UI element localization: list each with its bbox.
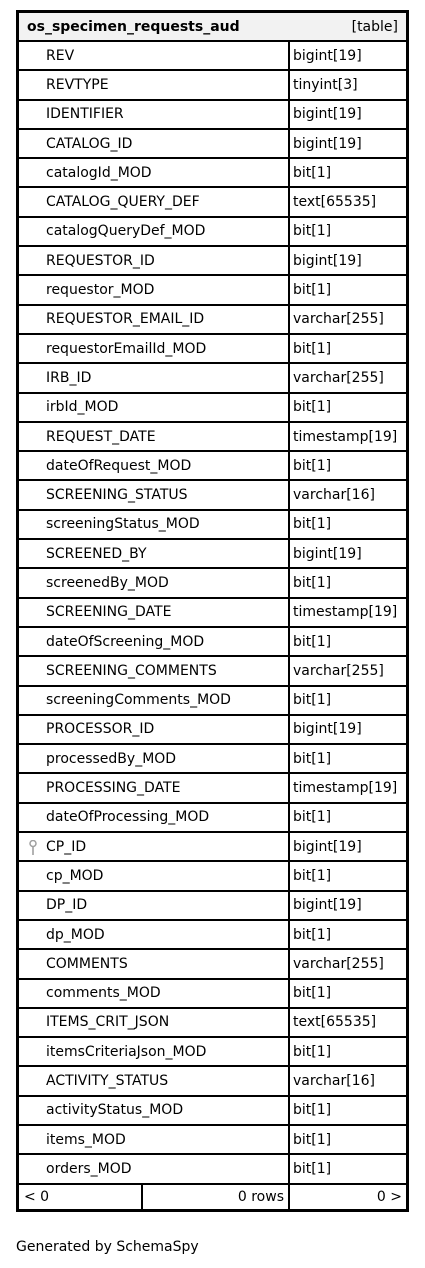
table-footer <box>19 1185 406 1209</box>
column-name-cell <box>19 540 290 567</box>
column-row <box>19 188 406 217</box>
column-name-cell <box>19 188 290 215</box>
column-name: REVTYPE <box>46 76 109 93</box>
column-name-cell <box>19 101 290 128</box>
column-name-cell <box>19 1155 290 1182</box>
column-row <box>19 569 406 598</box>
column-row <box>19 452 406 481</box>
column-row <box>19 1067 406 1096</box>
column-name: orders_MOD <box>46 1160 132 1177</box>
column-name: dateOfRequest_MOD <box>46 457 192 474</box>
column-type: tinyint[3] <box>293 76 358 93</box>
column-name: ITEMS_CRIT_JSON <box>46 1014 170 1031</box>
column-name-cell <box>19 511 290 538</box>
column-row <box>19 657 406 686</box>
generated-by-note: Generated by SchemaSpy <box>16 1239 199 1255</box>
column-row <box>19 1009 406 1038</box>
column-type: varchar[255] <box>293 369 384 386</box>
column-row <box>19 306 406 335</box>
column-name: COMMENTS <box>46 955 128 972</box>
column-name-cell <box>19 774 290 801</box>
column-row <box>19 540 406 569</box>
column-name-cell <box>19 218 290 245</box>
column-type: bit[1] <box>293 399 332 416</box>
column-name: screeningStatus_MOD <box>46 516 200 533</box>
column-name-cell <box>19 862 290 889</box>
column-type: bit[1] <box>293 457 332 474</box>
column-name: irbId_MOD <box>46 399 119 416</box>
column-name: REV <box>46 47 75 64</box>
column-name: DP_ID <box>46 897 88 914</box>
column-row <box>19 159 406 188</box>
column-row <box>19 862 406 891</box>
table-node <box>16 10 409 1212</box>
column-name-cell <box>19 452 290 479</box>
column-type: bit[1] <box>293 516 332 533</box>
column-row <box>19 774 406 803</box>
column-type: bit[1] <box>293 985 332 1002</box>
column-name-cell <box>19 1126 290 1153</box>
column-name: comments_MOD <box>46 985 161 1002</box>
column-row <box>19 335 406 364</box>
table-header <box>19 13 406 42</box>
column-name: SCREENING_DATE <box>46 604 172 621</box>
footer-parents-count: < 0 <box>19 1185 143 1209</box>
column-type: bit[1] <box>293 926 332 943</box>
column-row <box>19 101 406 130</box>
column-name-cell <box>19 687 290 714</box>
table-name: os_specimen_requests_aud <box>27 18 240 35</box>
column-name-cell <box>19 1097 290 1124</box>
column-name-cell <box>19 628 290 655</box>
column-name: dateOfScreening_MOD <box>46 633 205 650</box>
column-type: timestamp[19] <box>293 428 398 445</box>
column-type: bit[1] <box>293 1043 332 1060</box>
column-name-cell <box>19 833 290 860</box>
column-name: REQUESTOR_EMAIL_ID <box>46 311 205 328</box>
column-name-cell <box>19 364 290 391</box>
column-name-cell <box>19 394 290 421</box>
column-name: screenedBy_MOD <box>46 574 169 591</box>
column-name: itemsCriteriaJson_MOD <box>46 1043 207 1060</box>
column-type: bit[1] <box>293 867 332 884</box>
column-type: varchar[255] <box>293 662 384 679</box>
column-row <box>19 599 406 628</box>
column-name-cell <box>19 423 290 450</box>
column-row <box>19 1038 406 1067</box>
column-name-cell <box>19 980 290 1007</box>
footer-children-count: 0 > <box>376 1188 402 1205</box>
column-row <box>19 247 406 276</box>
column-name: dp_MOD <box>46 926 105 943</box>
column-type: bit[1] <box>293 1160 332 1177</box>
column-name-cell <box>19 306 290 333</box>
column-name: CP_ID <box>46 838 87 855</box>
column-name: REQUEST_DATE <box>46 428 156 445</box>
table-kind: [table] <box>351 18 398 35</box>
column-name: catalogId_MOD <box>46 164 152 181</box>
column-type: bit[1] <box>293 164 332 181</box>
column-row <box>19 950 406 979</box>
column-list <box>19 42 406 1185</box>
column-type: bigint[19] <box>293 135 362 152</box>
column-row <box>19 394 406 423</box>
column-name-cell <box>19 745 290 772</box>
column-name: SCREENING_STATUS <box>46 487 188 504</box>
column-type: varchar[255] <box>293 311 384 328</box>
column-name-cell <box>19 569 290 596</box>
column-name: CATALOG_ID <box>46 135 133 152</box>
column-type: varchar[16] <box>293 487 375 504</box>
column-name: screeningComments_MOD <box>46 692 231 709</box>
column-name-cell <box>19 71 290 98</box>
column-row <box>19 921 406 950</box>
column-row <box>19 71 406 100</box>
column-name: ACTIVITY_STATUS <box>46 1073 169 1090</box>
column-type: bigint[19] <box>293 721 362 738</box>
column-row <box>19 804 406 833</box>
column-name-cell <box>19 335 290 362</box>
column-row <box>19 481 406 510</box>
column-name-cell <box>19 42 290 69</box>
column-name: PROCESSOR_ID <box>46 721 155 738</box>
column-type: bit[1] <box>293 750 332 767</box>
key-icon <box>28 840 38 856</box>
column-type: bigint[19] <box>293 252 362 269</box>
column-name: dateOfProcessing_MOD <box>46 809 210 826</box>
column-name-cell <box>19 892 290 919</box>
column-name: SCREENING_COMMENTS <box>46 662 217 679</box>
column-name-cell <box>19 716 290 743</box>
column-type: varchar[16] <box>293 1073 375 1090</box>
column-type: bit[1] <box>293 340 332 357</box>
column-type: bigint[19] <box>293 106 362 123</box>
column-row <box>19 1155 406 1184</box>
column-name: items_MOD <box>46 1131 126 1148</box>
column-type: bigint[19] <box>293 47 362 64</box>
column-row <box>19 218 406 247</box>
column-type: bit[1] <box>293 633 332 650</box>
column-row <box>19 980 406 1009</box>
footer-row-count: 0 rows <box>143 1185 290 1209</box>
column-name: IDENTIFIER <box>46 106 124 123</box>
column-type: varchar[255] <box>293 955 384 972</box>
column-name: activityStatus_MOD <box>46 1102 184 1119</box>
column-name-cell <box>19 950 290 977</box>
column-name: processedBy_MOD <box>46 750 177 767</box>
column-type: bigint[19] <box>293 838 362 855</box>
column-row <box>19 511 406 540</box>
column-row <box>19 423 406 452</box>
column-row <box>19 1126 406 1155</box>
column-type: text[65535] <box>293 194 377 211</box>
column-name-cell <box>19 657 290 684</box>
column-row <box>19 628 406 657</box>
column-name-cell <box>19 1009 290 1036</box>
column-type: bit[1] <box>293 809 332 826</box>
column-row <box>19 42 406 71</box>
column-type: text[65535] <box>293 1014 377 1031</box>
column-name-cell <box>19 159 290 186</box>
column-type: bit[1] <box>293 1131 332 1148</box>
column-type: bit[1] <box>293 574 332 591</box>
column-row <box>19 130 406 159</box>
column-name-cell <box>19 247 290 274</box>
column-type: timestamp[19] <box>293 780 398 797</box>
column-name-cell <box>19 804 290 831</box>
column-type: bit[1] <box>293 223 332 240</box>
column-name: catalogQueryDef_MOD <box>46 223 206 240</box>
column-name-cell <box>19 1067 290 1094</box>
column-name-cell <box>19 276 290 303</box>
column-name: IRB_ID <box>46 369 92 386</box>
column-type: bigint[19] <box>293 897 362 914</box>
column-type: timestamp[19] <box>293 604 398 621</box>
column-type: bit[1] <box>293 692 332 709</box>
column-name-cell <box>19 481 290 508</box>
column-type: bit[1] <box>293 1102 332 1119</box>
column-row <box>19 716 406 745</box>
column-name: REQUESTOR_ID <box>46 252 155 269</box>
column-name: CATALOG_QUERY_DEF <box>46 194 200 211</box>
column-row <box>19 745 406 774</box>
column-type: bigint[19] <box>293 545 362 562</box>
column-name-cell <box>19 921 290 948</box>
column-type: bit[1] <box>293 282 332 299</box>
column-name: requestor_MOD <box>46 282 155 299</box>
column-name-cell <box>19 130 290 157</box>
column-name: SCREENED_BY <box>46 545 147 562</box>
column-name-cell <box>19 1038 290 1065</box>
column-row <box>19 687 406 716</box>
column-row <box>19 1097 406 1126</box>
column-name: requestorEmailId_MOD <box>46 340 207 357</box>
column-row <box>19 892 406 921</box>
column-row <box>19 276 406 305</box>
column-name: cp_MOD <box>46 867 104 884</box>
column-row <box>19 364 406 393</box>
column-row <box>19 833 406 862</box>
column-name: PROCESSING_DATE <box>46 780 181 797</box>
column-name-cell <box>19 599 290 626</box>
